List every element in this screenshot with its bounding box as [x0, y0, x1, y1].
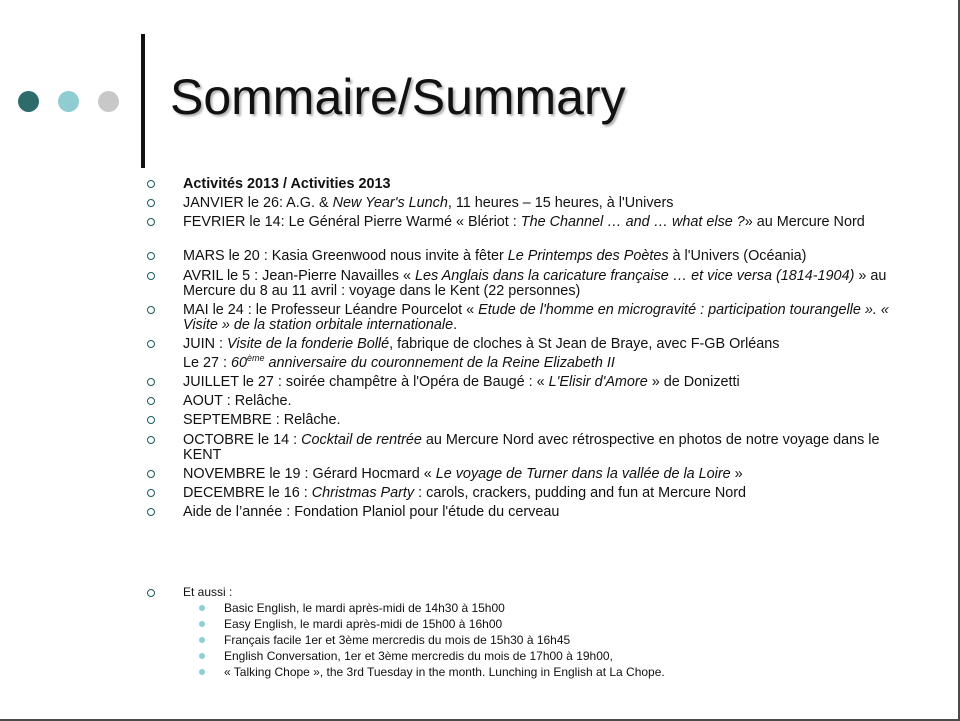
list-item: MARS le 20 : Kasia Greenwood nous invite à fêter Le Printemps des Poètes à l'Univers (Océania)	[183, 248, 807, 264]
bullet-icon	[147, 272, 155, 280]
sub-list-item: Basic English, le mardi après-midi de 14h30 à 15h00	[224, 601, 505, 615]
list-item: FEVRIER le 14: Le Général Pierre Warmé « Blériot : The Channel … and … what else ?» au Mercure Nord	[183, 214, 865, 230]
bullet-icon	[147, 378, 155, 386]
bullet-icon	[147, 340, 155, 348]
list-item: OCTOBRE le 14 : Cocktail de rentrée au Mercure Nord avec rétrospective en photos de notre voyage dans le KENT	[183, 432, 880, 463]
bullet-icon	[147, 252, 155, 260]
bullet-icon	[147, 306, 155, 314]
divider	[141, 34, 145, 168]
sub-bullet-icon	[199, 653, 205, 659]
bullet-icon	[147, 397, 155, 405]
list-item: MAI le 24 : le Professeur Léandre Pourcelot « Etude de l'homme en microgravité : participation tourangelle ». « Visite » de la station orbitale internationale.	[183, 302, 889, 333]
list-item: AOUT : Relâche.	[183, 393, 292, 409]
list-item: JUIN : Visite de la fonderie Bollé, fabrique de cloches à St Jean de Braye, avec F-GB Orléans	[183, 336, 780, 352]
sub-bullet-icon	[199, 621, 205, 627]
list-item: NOVEMBRE le 19 : Gérard Hocmard « Le voyage de Turner dans la vallée de la Loire »	[183, 466, 743, 482]
dot-dark-icon	[18, 91, 39, 112]
bullet-icon	[147, 508, 155, 516]
sub-bullet-icon	[199, 637, 205, 643]
bullet-icon	[147, 436, 155, 444]
bullet-icon	[147, 218, 155, 226]
also-label: Et aussi :	[183, 585, 233, 599]
bullet-icon	[147, 489, 155, 497]
list-item: JUILLET le 27 : soirée champêtre à l'Opéra de Baugé : « L'Elisir d'Amore » de Donizetti	[183, 374, 740, 390]
bullet-icon	[147, 589, 155, 597]
sub-list-item: « Talking Chope », the 3rd Tuesday in the month. Lunching in English at La Chope.	[224, 665, 665, 679]
list-item: AVRIL le 5 : Jean-Pierre Navailles « Les Anglais dans la caricature française … et vice versa (1814-1904) » au Mercure du 8 au 11 avril : voyage dans le Kent (22 personnes)	[183, 268, 887, 299]
sub-bullet-icon	[199, 605, 205, 611]
sub-list-item: Français facile 1er et 3ème mercredis du mois de 15h30 à 16h45	[224, 633, 571, 647]
slide-title: Sommaire/Summary	[170, 69, 626, 125]
bullet-icon	[147, 199, 155, 207]
dot-grey-icon	[98, 91, 119, 112]
list-item-continuation: Le 27 : 60ème anniversaire du couronnement de la Reine Elizabeth II	[183, 353, 615, 371]
list-item: SEPTEMBRE : Relâche.	[183, 412, 341, 428]
bullet-icon	[147, 416, 155, 424]
sub-list-item: Easy English, le mardi après-midi de 15h00 à 16h00	[224, 617, 503, 631]
list-item: JANVIER le 26: A.G. & New Year's Lunch, 11 heures – 15 heures, à l'Univers	[183, 195, 674, 211]
list-item: DECEMBRE le 16 : Christmas Party : carols, crackers, pudding and fun at Mercure Nord	[183, 485, 747, 501]
dot-light-icon	[58, 91, 79, 112]
sub-list-item: English Conversation, 1er et 3ème mercredis du mois de 17h00 à 19h00,	[224, 649, 613, 663]
bullet-icon	[147, 470, 155, 478]
bullet-icon	[147, 180, 155, 188]
list-heading: Activités 2013 / Activities 2013	[183, 176, 391, 192]
sub-bullet-icon	[199, 669, 205, 675]
list-item: Aide de l’année : Fondation Planiol pour l'étude du cerveau	[183, 504, 560, 520]
